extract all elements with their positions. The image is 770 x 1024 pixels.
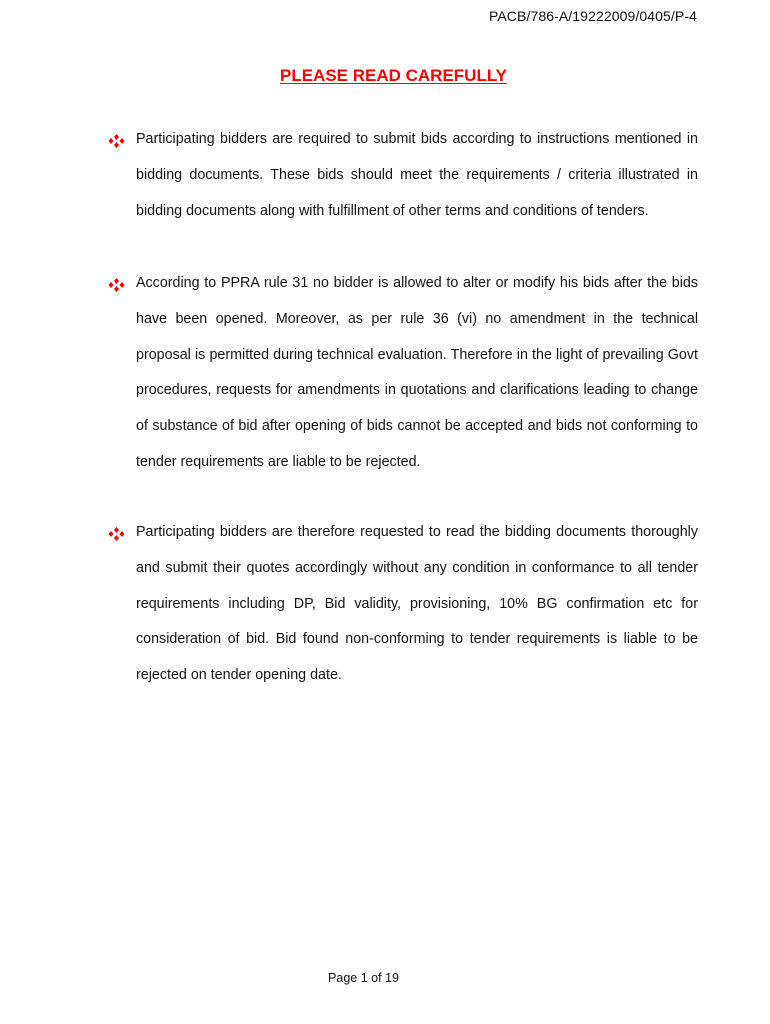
document-reference-number: PACB/786-A/19222009/0405/P-4 [488,8,697,24]
four-diamond-bullet-icon [108,134,125,148]
four-diamond-bullet-icon [108,278,125,292]
instruction-text: According to PPRA rule 31 no bidder is allowed to alter or modify his bids after the bids have been opened. Moreover, as per rule 36 (vi) no amendment in the technical proposal is permitted during technical evaluation. Therefore in the light of prevailing Govt procedures, requests for amendments in quotations and clarifications leading to change of substance of bid after opening of bids cannot be accepted and bids not conforming to tender requirements are liable to be rejected. [136,275,698,470]
instruction-text: Participating bidders are therefore requested to read the bidding documents thoroughly and submit their quotes accordingly without any condition in conformance to all tender requirements including DP, Bid validity, provisioning, 10% BG confirmation etc for consideration of bid. Bid found non-conforming to tender requirements is liable to be rejected on tender opening date. [136,524,698,684]
four-diamond-bullet-icon [108,527,125,541]
page-title: PLEASE READ CAREFULLY [279,66,507,85]
instruction-text: Participating bidders are required to submit bids according to instructions mentioned in bidding documents. These bids should meet the requirements / criteria illustrated in bidding documents along with fulfillment of other terms and conditions of tenders. [136,131,698,219]
page-number: Page 1 of 19 [328,971,399,985]
